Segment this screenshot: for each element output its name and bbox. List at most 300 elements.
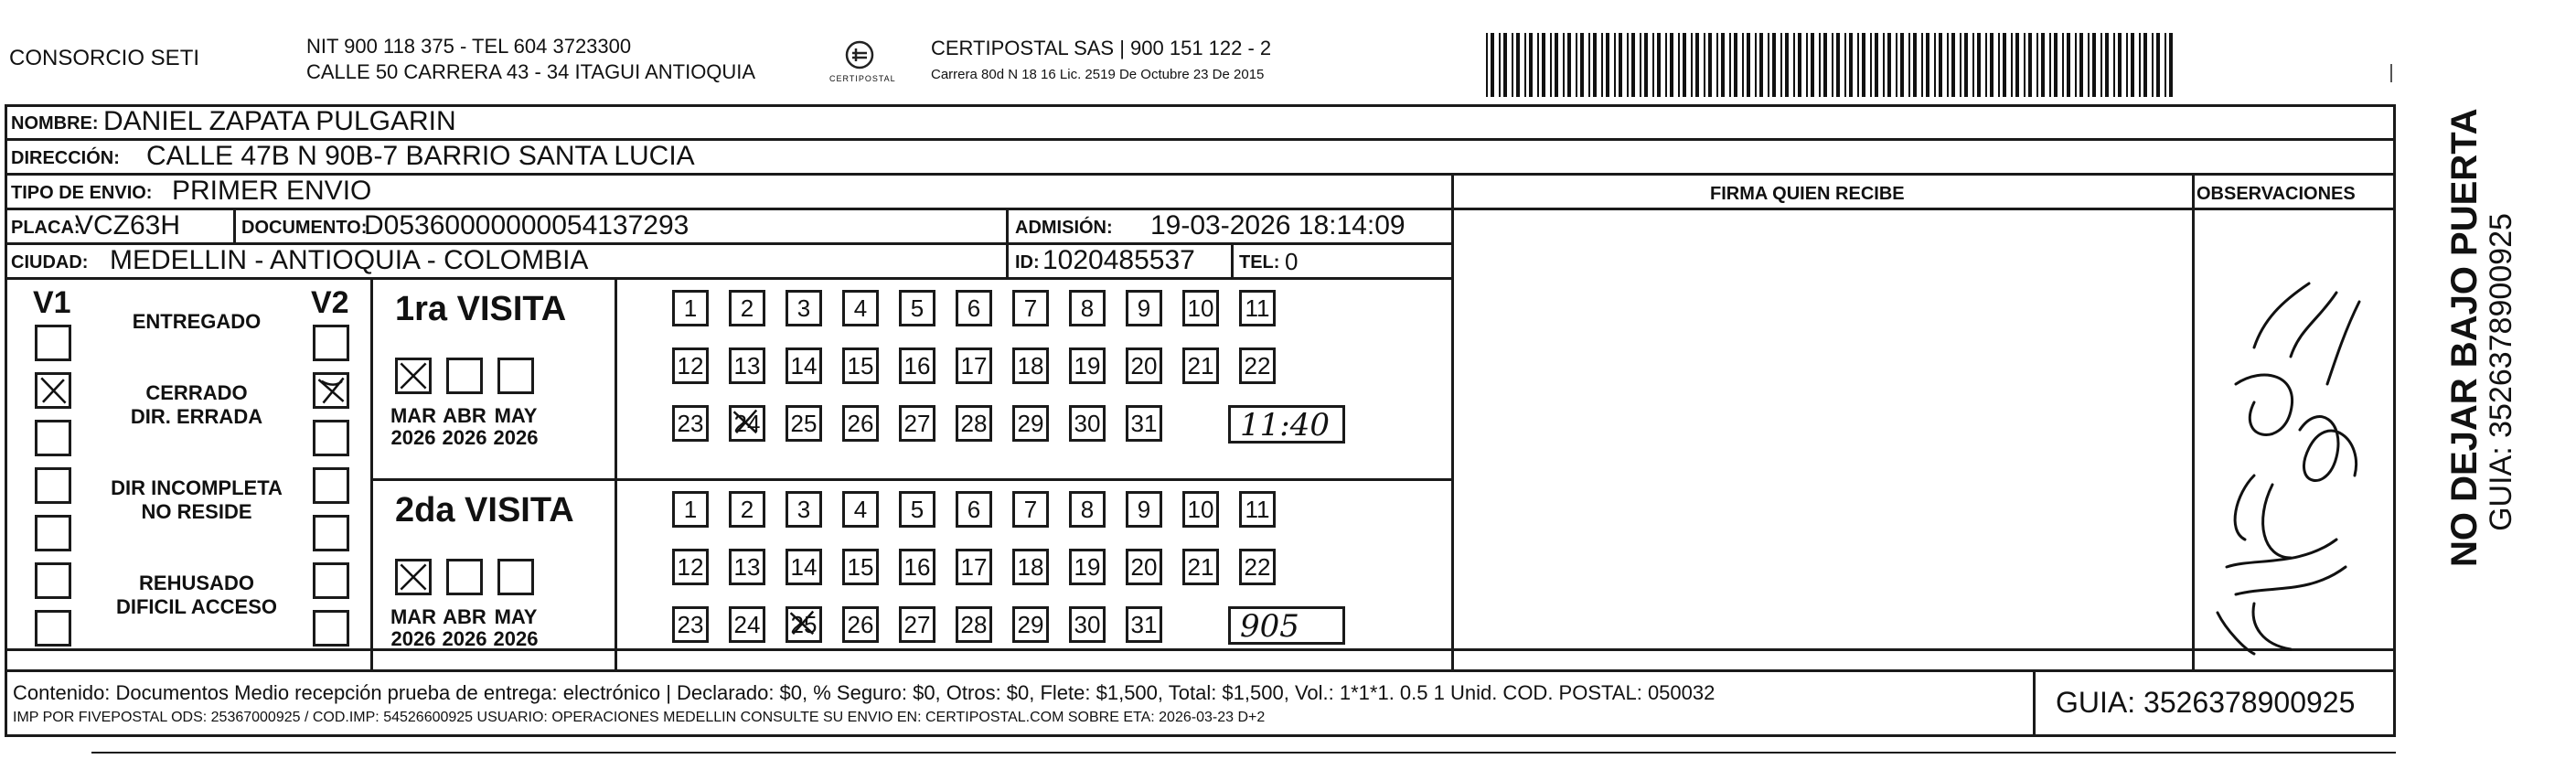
day-number: 15 xyxy=(847,352,874,380)
month-checkbox[interactable] xyxy=(497,559,534,595)
barcode-bar xyxy=(1772,33,1776,97)
day-number: 16 xyxy=(903,553,931,581)
barcode-bar xyxy=(1793,33,1795,97)
day-box[interactable] xyxy=(956,549,992,585)
barcode-bar xyxy=(1537,33,1539,97)
barcode-bar xyxy=(1896,33,1897,97)
receiver-signature xyxy=(2199,265,2391,658)
barcode-bar xyxy=(1524,33,1526,97)
day-box[interactable] xyxy=(1239,347,1276,384)
month-label xyxy=(490,405,541,449)
barcode-bar xyxy=(2092,33,2096,97)
barcode-bar xyxy=(1516,33,1520,97)
day-box[interactable] xyxy=(729,347,765,384)
day-box[interactable] xyxy=(1012,491,1049,528)
status-label: DIFICIL ACCESO xyxy=(115,595,277,618)
day-number: 25 xyxy=(790,410,818,437)
month-checkbox[interactable] xyxy=(395,358,432,394)
v2-checkbox[interactable] xyxy=(313,325,349,361)
day-box[interactable] xyxy=(672,549,709,585)
barcode-bar xyxy=(1742,33,1744,97)
barcode-bar xyxy=(2152,33,2154,97)
barcode-bar xyxy=(1832,33,1833,97)
address-line: CALLE 50 CARRERA 43 - 34 ITAGUI ANTIOQUIA xyxy=(306,60,756,83)
barcode-bar xyxy=(1588,33,1590,97)
day-box[interactable] xyxy=(1239,549,1276,585)
day-number: 13 xyxy=(733,553,761,581)
day-number: 26 xyxy=(847,410,874,437)
v1-checkbox[interactable] xyxy=(35,610,71,647)
v2-checkbox[interactable] xyxy=(313,610,349,647)
month-year: 2026 xyxy=(442,426,487,450)
status-label: DIR. ERRADA xyxy=(130,405,263,428)
day-box[interactable] xyxy=(1239,491,1276,528)
certipostal-logo-icon xyxy=(828,35,896,90)
barcode-bar xyxy=(1951,33,1955,97)
day-number: 30 xyxy=(1074,410,1101,437)
direccion-label: DIRECCIÓN: xyxy=(11,148,120,168)
barcode-bar xyxy=(2164,33,2166,97)
barcode-bar xyxy=(1614,33,1616,97)
day-box[interactable] xyxy=(786,405,822,442)
v2-checkbox[interactable] xyxy=(313,372,349,409)
day-number: 9 xyxy=(1137,496,1151,523)
month-checkbox[interactable] xyxy=(446,358,483,394)
barcode xyxy=(1486,33,2174,97)
day-number: 21 xyxy=(1187,553,1214,581)
barcode-bar xyxy=(1977,33,1981,97)
barcode-bar xyxy=(2075,33,2077,97)
barcode-bar xyxy=(1601,33,1603,97)
barcode-bar xyxy=(2067,33,2070,97)
day-number: 27 xyxy=(903,611,931,638)
barcode-bar xyxy=(1657,33,1661,97)
barcode-bar xyxy=(1849,33,1853,97)
month-year: 2026 xyxy=(442,627,487,651)
day-number: 8 xyxy=(1080,496,1095,523)
barcode-bar xyxy=(1567,33,1571,97)
day-box[interactable] xyxy=(842,290,879,326)
day-box[interactable] xyxy=(1012,606,1049,643)
day-box[interactable] xyxy=(672,491,709,528)
day-number: 30 xyxy=(1074,611,1101,638)
day-box[interactable] xyxy=(729,290,765,326)
barcode-bar xyxy=(1550,33,1552,97)
barcode-bar xyxy=(1678,33,1680,97)
day-box[interactable] xyxy=(899,491,935,528)
side-no-dejar: NO DEJAR BAJO PUERTA xyxy=(2444,108,2485,567)
day-box[interactable] xyxy=(899,290,935,326)
status-label: REHUSADO xyxy=(139,572,254,594)
day-number: 1 xyxy=(683,294,698,322)
day-number: 2 xyxy=(740,496,754,523)
day-number: 7 xyxy=(1023,496,1038,523)
month-name: MAR xyxy=(390,404,437,427)
day-box[interactable] xyxy=(1126,491,1162,528)
day-number: 26 xyxy=(847,611,874,638)
barcode-bar xyxy=(1576,33,1577,97)
placa-label: PLACA: xyxy=(11,218,80,238)
handwritten-time: 11:40 xyxy=(1240,407,1330,444)
license-line: Carrera 80d N 18 16 Lic. 2519 De Octubre 23 De 2015 xyxy=(931,67,1265,82)
barcode-bar xyxy=(1529,33,1533,97)
barcode-bar xyxy=(1908,33,1910,97)
barcode-bar xyxy=(1593,33,1597,97)
barcode-bar xyxy=(2126,33,2128,97)
day-box[interactable] xyxy=(786,606,822,643)
day-number: 19 xyxy=(1074,352,1101,380)
barcode-bar xyxy=(1747,33,1750,97)
day-box[interactable] xyxy=(1069,290,1106,326)
day-number: 14 xyxy=(790,352,818,380)
tipo-envio-label: TIPO DE ENVIO: xyxy=(11,183,153,203)
v2-label: V2 xyxy=(311,285,349,320)
status-label: CERRADO xyxy=(145,381,248,404)
day-number: 18 xyxy=(1017,352,1044,380)
barcode-bar xyxy=(1875,33,1878,97)
nombre-label: NOMBRE: xyxy=(11,113,99,134)
barcode-bar xyxy=(2156,33,2160,97)
barcode-bar xyxy=(2041,33,2045,97)
tel-label: TEL: xyxy=(1239,252,1280,273)
day-box[interactable] xyxy=(956,347,992,384)
day-number: 25 xyxy=(790,611,818,638)
day-box[interactable] xyxy=(1182,290,1219,326)
day-number: 9 xyxy=(1137,294,1151,322)
barcode-bar xyxy=(1870,33,1872,97)
day-number: 8 xyxy=(1080,294,1095,322)
barcode-bar xyxy=(1755,33,1757,97)
day-box[interactable] xyxy=(842,347,879,384)
day-box[interactable] xyxy=(899,549,935,585)
day-number: 12 xyxy=(677,553,704,581)
day-box[interactable] xyxy=(899,405,935,442)
id-label: ID: xyxy=(1015,252,1040,273)
barcode-bar xyxy=(1716,33,1718,97)
barcode-bar xyxy=(1857,33,1859,97)
barcode-bar xyxy=(1491,33,1494,97)
barcode-bar xyxy=(1580,33,1584,97)
month-name: MAY xyxy=(494,404,538,427)
day-number: 16 xyxy=(903,352,931,380)
day-number: 21 xyxy=(1187,352,1214,380)
day-box[interactable] xyxy=(672,347,709,384)
barcode-bar xyxy=(2049,33,2051,97)
barcode-bar xyxy=(1798,33,1801,97)
day-box[interactable] xyxy=(1069,405,1106,442)
barcode-bar xyxy=(2024,33,2026,97)
barcode-bar xyxy=(2105,33,2109,97)
day-box[interactable] xyxy=(1126,347,1162,384)
barcode-bar xyxy=(2118,33,2122,97)
barcode-bar xyxy=(2100,33,2102,97)
status-label: ENTREGADO xyxy=(132,310,262,333)
day-box[interactable] xyxy=(956,290,992,326)
day-number: 19 xyxy=(1074,553,1101,581)
visit-title: 2da VISITA xyxy=(395,491,574,529)
time-box xyxy=(1228,606,1345,645)
day-box[interactable] xyxy=(729,491,765,528)
barcode-bar xyxy=(1785,33,1789,97)
day-box[interactable] xyxy=(1012,405,1049,442)
day-number: 10 xyxy=(1187,496,1214,523)
day-number: 31 xyxy=(1130,611,1158,638)
barcode-bar xyxy=(1862,33,1865,97)
day-box[interactable] xyxy=(786,347,822,384)
day-number: 29 xyxy=(1017,611,1044,638)
day-box[interactable] xyxy=(786,549,822,585)
day-box[interactable] xyxy=(1182,347,1219,384)
placa-value: VCZ63H xyxy=(75,210,181,241)
barcode-bar xyxy=(2011,33,2013,97)
barcode-bar xyxy=(1823,33,1827,97)
day-box[interactable] xyxy=(899,347,935,384)
barcode-bar xyxy=(1691,33,1693,97)
barcode-bar xyxy=(1512,33,1513,97)
day-box[interactable] xyxy=(842,405,879,442)
month-year: 2026 xyxy=(390,627,436,651)
day-box[interactable] xyxy=(1126,549,1162,585)
day-box[interactable] xyxy=(1069,347,1106,384)
imp-line: IMP POR FIVEPOSTAL ODS: 25367000925 / COD.IMP: 54526600925 USUARIO: OPERACIONES MEDELLIN CONSULTE SU ENVIO EN: CERTIPOSTAL.COM SOBRE ETA: 2026-03-23 D+2 xyxy=(13,710,1266,725)
barcode-bar xyxy=(1883,33,1885,97)
ciudad-value: MEDELLIN - ANTIOQUIA - COLOMBIA xyxy=(110,245,589,275)
day-number: 20 xyxy=(1130,352,1158,380)
day-box[interactable] xyxy=(842,606,879,643)
month-checkbox[interactable] xyxy=(395,559,432,595)
barcode-bar xyxy=(1926,33,1929,97)
day-box[interactable] xyxy=(672,405,709,442)
barcode-bar xyxy=(2139,33,2141,97)
day-number: 11 xyxy=(1245,294,1270,322)
id-value: 1020485537 xyxy=(1042,245,1195,275)
day-box[interactable] xyxy=(729,549,765,585)
barcode-bar xyxy=(1768,33,1769,97)
nombre-value: DANIEL ZAPATA PULGARIN xyxy=(103,106,456,136)
day-box[interactable] xyxy=(786,290,822,326)
barcode-bar xyxy=(1640,33,1641,97)
day-number: 10 xyxy=(1187,294,1214,322)
company-name: CONSORCIO SETI xyxy=(9,46,200,70)
barcode-bar xyxy=(1542,33,1545,97)
barcode-bar xyxy=(1921,33,1923,97)
barcode-bar xyxy=(1563,33,1565,97)
header-tick xyxy=(2390,64,2392,82)
day-box[interactable] xyxy=(1182,549,1219,585)
barcode-bar xyxy=(1704,33,1705,97)
day-number: 2 xyxy=(740,294,754,322)
day-box[interactable] xyxy=(956,405,992,442)
day-number: 14 xyxy=(790,553,818,581)
day-number: 24 xyxy=(733,611,761,638)
time-box xyxy=(1228,405,1345,444)
barcode-bar xyxy=(2088,33,2090,97)
barcode-bar xyxy=(1734,33,1737,97)
barcode-bar xyxy=(1811,33,1814,97)
day-box[interactable] xyxy=(1012,290,1049,326)
v1-checkbox[interactable] xyxy=(35,467,71,504)
day-number: 17 xyxy=(960,352,988,380)
barcode-bar xyxy=(1913,33,1917,97)
handwritten-time: 905 xyxy=(1240,608,1299,645)
documento-label: DOCUMENTO: xyxy=(241,218,368,238)
barcode-bar xyxy=(2036,33,2038,97)
day-box[interactable] xyxy=(956,491,992,528)
barcode-bar xyxy=(1499,33,1501,97)
v2-checkbox[interactable] xyxy=(313,467,349,504)
day-number: 5 xyxy=(910,496,925,523)
day-number: 3 xyxy=(796,294,811,322)
day-number: 1 xyxy=(683,496,698,523)
day-number: 11 xyxy=(1245,496,1270,523)
admision-label: ADMISIÓN: xyxy=(1015,218,1113,238)
barcode-bar xyxy=(1990,33,1993,97)
v1-checkbox[interactable] xyxy=(35,562,71,599)
barcode-bar xyxy=(2015,33,2019,97)
barcode-bar xyxy=(1606,33,1609,97)
day-box[interactable] xyxy=(1126,606,1162,643)
day-number: 6 xyxy=(967,496,981,523)
day-number: 4 xyxy=(853,294,868,322)
barcode-bar xyxy=(1644,33,1648,97)
observaciones-header: OBSERVACIONES xyxy=(2197,184,2356,204)
status-label: DIR INCOMPLETA xyxy=(111,476,283,499)
day-box[interactable] xyxy=(1126,405,1162,442)
v1-checkbox[interactable] xyxy=(35,420,71,456)
month-name: ABR xyxy=(443,404,486,427)
day-box[interactable] xyxy=(899,606,935,643)
status-label: NO RESIDE xyxy=(141,500,252,523)
ciudad-label: CIUDAD: xyxy=(11,252,89,273)
barcode-bar xyxy=(1780,33,1782,97)
day-box[interactable] xyxy=(1126,290,1162,326)
barcode-bar xyxy=(1652,33,1654,97)
month-checkbox[interactable] xyxy=(497,358,534,394)
day-number: 24 xyxy=(733,410,761,437)
day-box[interactable] xyxy=(729,405,765,442)
barcode-bar xyxy=(1836,33,1840,97)
barcode-bar xyxy=(1998,33,2000,97)
side-guia: GUIA: 3526378900925 xyxy=(2484,213,2518,531)
day-number: 27 xyxy=(903,410,931,437)
nit-line: NIT 900 118 375 - TEL 604 3723300 xyxy=(306,35,632,58)
contenido-line: Contenido: Documentos Medio recepción prueba de entrega: electrónico | Declarado: $0, % Seguro: $0, Otros: $0, Flete: $1,500, Total: $1,500, Vol.: 1*1*1. 0.5 1 Unid. COD. POSTAL: 050032 xyxy=(13,681,1716,704)
barcode-bar xyxy=(1665,33,1667,97)
month-name: ABR xyxy=(443,605,486,628)
day-box[interactable] xyxy=(1069,549,1106,585)
day-box[interactable] xyxy=(672,606,709,643)
barcode-bar xyxy=(2062,33,2064,97)
barcode-bar xyxy=(1670,33,1673,97)
day-box[interactable] xyxy=(1069,606,1106,643)
barcode-bar xyxy=(1627,33,1629,97)
day-number: 13 xyxy=(733,352,761,380)
day-number: 12 xyxy=(677,352,704,380)
month-label xyxy=(388,606,439,650)
barcode-bar xyxy=(1683,33,1686,97)
day-box[interactable] xyxy=(672,290,709,326)
v1-checkbox[interactable] xyxy=(35,325,71,361)
day-number: 20 xyxy=(1130,553,1158,581)
v1-checkbox[interactable] xyxy=(35,372,71,409)
barcode-bar xyxy=(2113,33,2115,97)
day-box[interactable] xyxy=(842,491,879,528)
day-number: 28 xyxy=(960,611,988,638)
tipo-envio-value: PRIMER ENVIO xyxy=(172,176,372,206)
barcode-bar xyxy=(2028,33,2032,97)
admision-value: 19-03-2026 18:14:09 xyxy=(1150,210,1406,241)
barcode-bar xyxy=(1934,33,1936,97)
day-number: 5 xyxy=(910,294,925,322)
barcode-bar xyxy=(1819,33,1821,97)
day-box[interactable] xyxy=(956,606,992,643)
barcode-bar xyxy=(1806,33,1808,97)
day-box[interactable] xyxy=(1239,290,1276,326)
day-number: 3 xyxy=(796,496,811,523)
barcode-bar xyxy=(1555,33,1558,97)
barcode-bar xyxy=(2054,33,2058,97)
day-number: 6 xyxy=(967,294,981,322)
barcode-bar xyxy=(2143,33,2147,97)
day-box[interactable] xyxy=(1012,347,1049,384)
month-label xyxy=(439,606,490,650)
month-checkbox[interactable] xyxy=(446,559,483,595)
day-number: 15 xyxy=(847,553,874,581)
v2-checkbox[interactable] xyxy=(313,515,349,551)
v2-checkbox[interactable] xyxy=(313,420,349,456)
barcode-bar xyxy=(2003,33,2006,97)
v2-checkbox[interactable] xyxy=(313,562,349,599)
barcode-bar xyxy=(1985,33,1987,97)
month-year: 2026 xyxy=(390,426,436,450)
day-number: 22 xyxy=(1244,352,1271,380)
barcode-bar xyxy=(1972,33,1974,97)
bottom-rule xyxy=(91,752,2396,754)
day-box[interactable] xyxy=(729,606,765,643)
v1-checkbox[interactable] xyxy=(35,515,71,551)
barcode-bar xyxy=(1844,33,1846,97)
day-number: 28 xyxy=(960,410,988,437)
barcode-bar xyxy=(2079,33,2083,97)
barcode-bar xyxy=(1695,33,1699,97)
barcode-bar xyxy=(2131,33,2134,97)
month-year: 2026 xyxy=(493,627,539,651)
day-box[interactable] xyxy=(1012,549,1049,585)
barcode-bar xyxy=(1729,33,1731,97)
day-number: 7 xyxy=(1023,294,1038,322)
day-box[interactable] xyxy=(842,549,879,585)
v1-label: V1 xyxy=(33,285,71,320)
day-number: 22 xyxy=(1244,553,1271,581)
tel-value: 0 xyxy=(1285,248,1299,275)
barcode-bar xyxy=(1939,33,1942,97)
barcode-bar xyxy=(1708,33,1712,97)
barcode-bar xyxy=(1503,33,1507,97)
direccion-value: CALLE 47B N 90B-7 BARRIO SANTA LUCIA xyxy=(146,141,695,171)
month-label xyxy=(439,405,490,449)
day-number: 31 xyxy=(1130,410,1158,437)
logo-caption: CERTIPOSTAL xyxy=(829,74,896,83)
documento-value: D05360000000054137293 xyxy=(364,210,689,241)
barcode-bar xyxy=(1486,33,1488,97)
day-box[interactable] xyxy=(786,491,822,528)
barcode-bar xyxy=(1721,33,1725,97)
barcode-bar xyxy=(1631,33,1635,97)
day-box[interactable] xyxy=(1182,491,1219,528)
barcode-bar xyxy=(1759,33,1763,97)
barcode-bar xyxy=(1964,33,1968,97)
day-box[interactable] xyxy=(1069,491,1106,528)
